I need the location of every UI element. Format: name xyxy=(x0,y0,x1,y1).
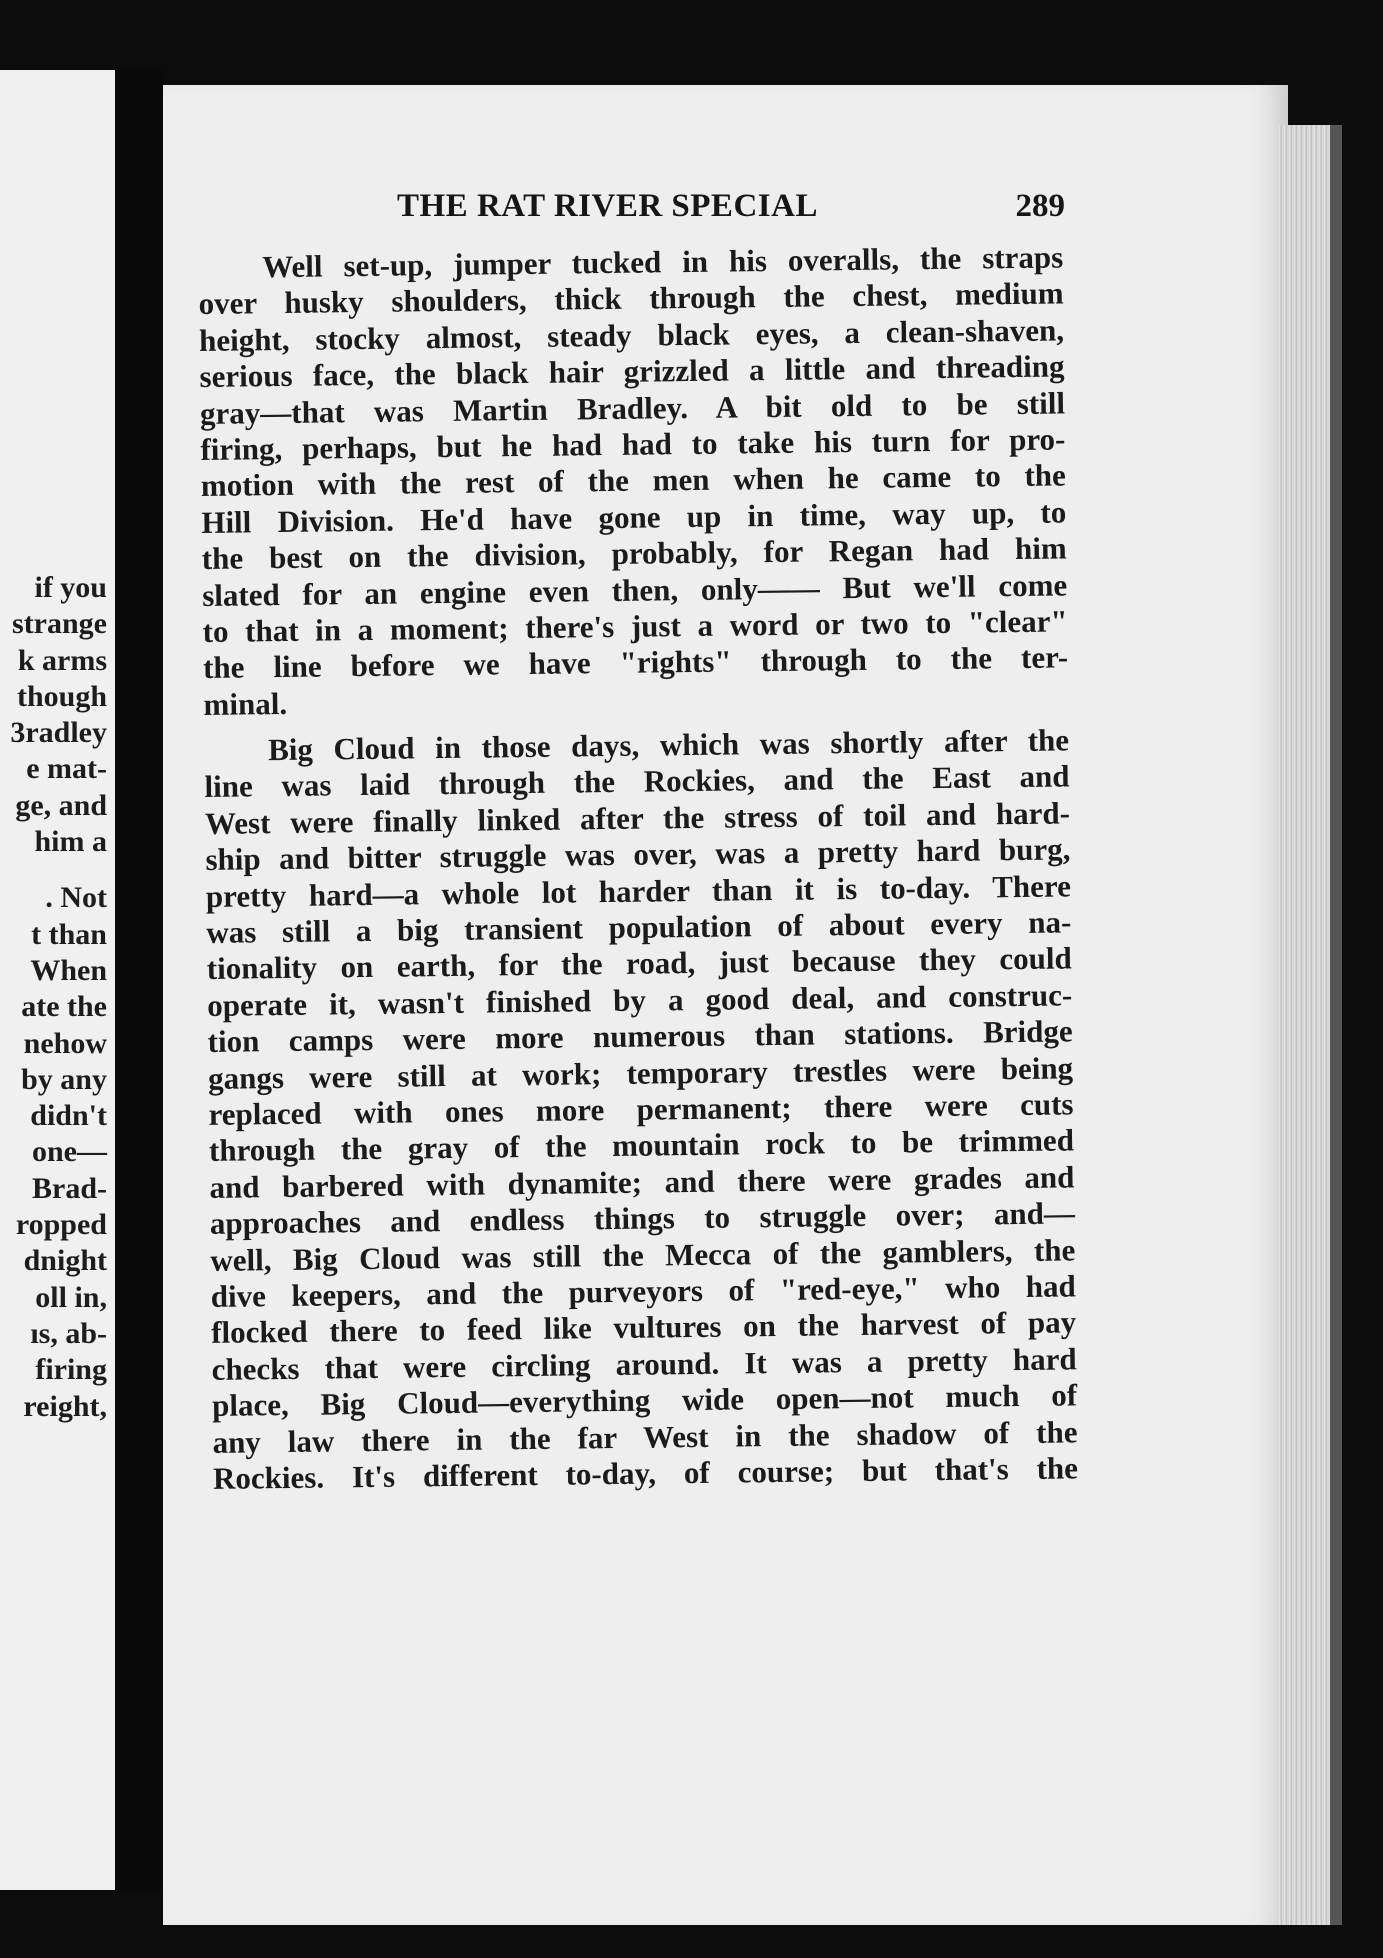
text-line: height, stocky almost, steady black eyes, a clean-shaven, xyxy=(198,312,1065,358)
left-page-line: k arms xyxy=(17,643,107,677)
text-line: the best on the division, probably, for Regan had him xyxy=(201,530,1067,577)
left-page-line: nehow xyxy=(23,1026,107,1060)
paragraph xyxy=(204,722,1078,1497)
text-line: gangs were still at work; temporary trestles were being xyxy=(207,1049,1074,1096)
left-page-line: ropped xyxy=(15,1208,107,1242)
text-line: motion with the rest of the men when he came to the xyxy=(200,457,1067,504)
text-line: Well set-up, jumper tucked in his overalls, the straps xyxy=(261,239,1064,285)
left-page-line: firing xyxy=(35,1353,107,1387)
text-line: and barbered with dynamite; and there were grades and xyxy=(209,1159,1075,1205)
left-page-line: him a xyxy=(34,825,107,859)
text-line: approaches and endless things to struggle over; and— xyxy=(209,1195,1076,1242)
left-page-line: by any xyxy=(21,1062,107,1096)
text-line: gray—that was Martin Bradley. A bit old to be still xyxy=(199,384,1066,431)
text-line: Rockies. It's different to-day, of course; but that's the xyxy=(212,1450,1079,1496)
left-page-line: t than xyxy=(31,917,107,951)
left-page-line: didn't xyxy=(30,1099,107,1133)
left-page-line: oll in, xyxy=(35,1280,107,1314)
text-line: was still a big transient population of about every na- xyxy=(206,904,1072,950)
left-page xyxy=(0,70,115,1890)
text-line: Big Cloud in those days, which was shortly after the xyxy=(267,722,1070,768)
left-page-line: ge, and xyxy=(15,788,107,822)
text-line: flocked there to feed like vultures on the harvest of pay xyxy=(211,1304,1077,1351)
text-line: replaced with ones more permanent; there were cuts xyxy=(208,1086,1074,1132)
left-page-line: if you xyxy=(34,571,107,604)
left-page-line: strange xyxy=(12,607,107,641)
left-page-line: 3radley xyxy=(10,716,107,750)
text-line: the line before we have "rights" through to the ter- xyxy=(202,639,1069,686)
text-line: operate it, wasn't finished by a good deal, and construc- xyxy=(207,977,1073,1023)
text-line: to that in a moment; there's just a word or two to "clear" xyxy=(202,603,1068,649)
text-line: place, Big Cloud—everything wide open—not much of xyxy=(211,1377,1078,1424)
text-line: pretty hard—a whole lot harder than it is to-day. There xyxy=(205,868,1072,914)
page-number: 289 xyxy=(1015,188,1065,224)
text-line: West were finally linked after the stress of toil and hard- xyxy=(204,795,1071,841)
text-line: firing, perhaps, but he had had to take his turn for pro- xyxy=(200,421,1066,467)
body-text xyxy=(198,239,1078,1497)
text-line: tion camps were more numerous than stations. Bridge xyxy=(207,1013,1073,1060)
text-line: line was laid through the Rockies, and the East and xyxy=(204,758,1070,805)
text-line: checks that were circling around. It was a pretty hard xyxy=(211,1341,1077,1387)
left-page-line: Brad- xyxy=(32,1171,107,1205)
left-page-line: dnight xyxy=(23,1244,107,1278)
page-edge-shadow xyxy=(1330,125,1342,1925)
page-edges xyxy=(1278,125,1336,1925)
text-line: through the gray of the mountain rock to be trimmed xyxy=(208,1122,1075,1169)
book-gutter xyxy=(115,70,165,1890)
left-page-line: though xyxy=(16,679,107,713)
left-page-gap xyxy=(10,860,107,880)
text-line: ship and bitter struggle was over, was a pretty hard burg, xyxy=(205,831,1071,878)
left-page-line: ate the xyxy=(21,990,107,1024)
text-line: minal. xyxy=(203,685,288,722)
left-page-line: When xyxy=(30,953,107,987)
running-title: THE RAT RIVER SPECIAL xyxy=(397,188,818,224)
text-line: dive keepers, and the purveyors of "red-eye," who had xyxy=(210,1268,1076,1314)
text-line: over husky shoulders, thick through the chest, medium xyxy=(198,275,1064,322)
left-page-text xyxy=(10,570,107,1425)
text-line: Hill Division. He'd have gone up in time, way up, to xyxy=(201,494,1067,540)
text-line: well, Big Cloud was still the Mecca of the gamblers, the xyxy=(210,1231,1076,1278)
left-page-line: ıs, ab- xyxy=(30,1316,107,1350)
paragraph xyxy=(198,239,1069,723)
left-page-line: one— xyxy=(32,1135,107,1169)
text-line: any law there in the far West in the shadow of the xyxy=(212,1413,1078,1460)
left-page-line: . Not xyxy=(45,881,107,915)
left-page-line: reight, xyxy=(23,1389,107,1423)
text-line: tionality on earth, for the road, just because they could xyxy=(206,940,1072,987)
running-head xyxy=(397,188,1065,238)
text-line: serious face, the black hair grizzled a little and threading xyxy=(199,348,1065,395)
text-line: slated for an engine even then, only—— But we'll come xyxy=(202,566,1068,613)
left-page-line: e mat- xyxy=(26,752,107,786)
